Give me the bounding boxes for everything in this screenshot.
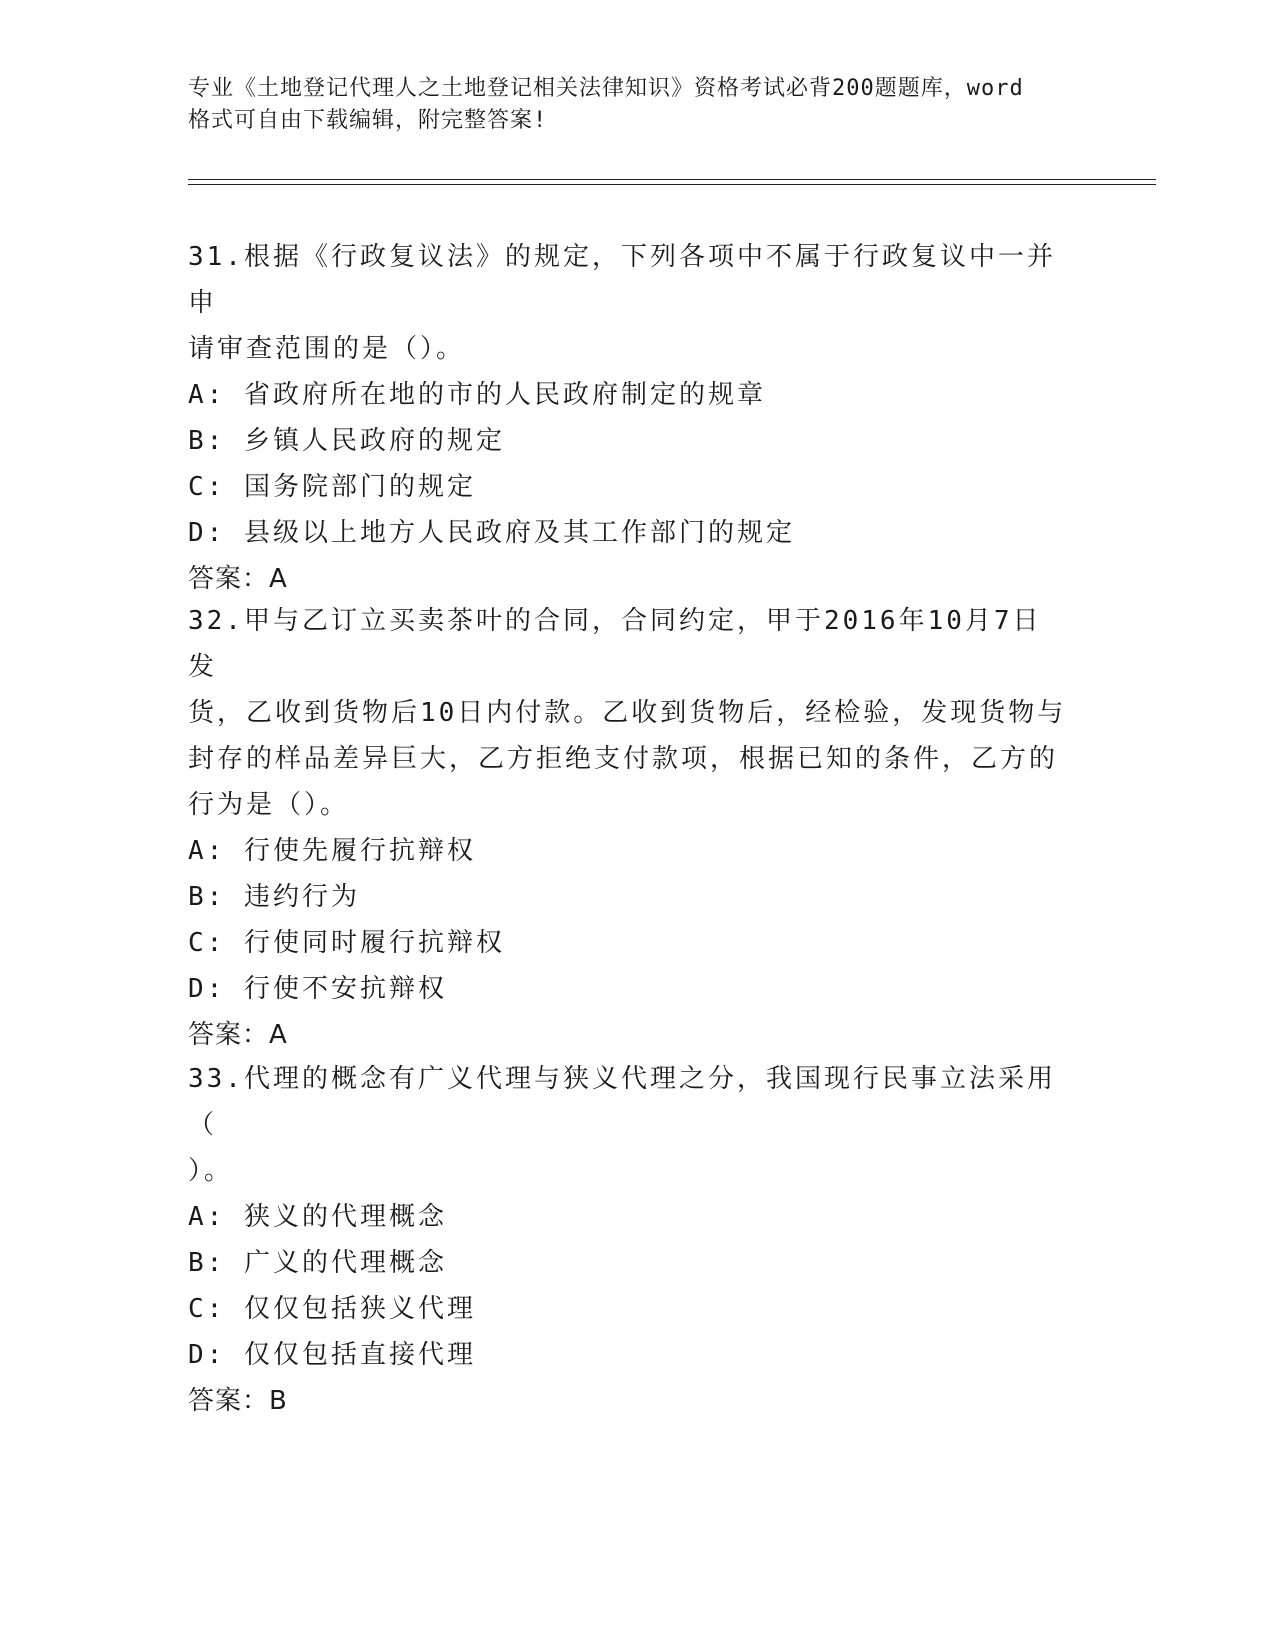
- question-stem-line: 请审查范围的是（）。: [188, 334, 466, 364]
- question-stem-line: 封存的样品差异巨大，乙方拒绝支付款项，根据已知的条件，乙方的: [188, 744, 1059, 774]
- option-a: A: 狭义的代理概念: [188, 1202, 447, 1232]
- option-d: D: 行使不安抗辩权: [188, 974, 447, 1004]
- header-line-1: 专业《土地登记代理人之土地登记相关法律知识》资格考试必背200题题库，word: [188, 76, 1024, 101]
- option-c: C: 国务院部门的规定: [188, 472, 476, 502]
- question-stem-line: 31.根据《行政复议法》的规定，下列各项中不属于行政复议中一并申: [188, 242, 1056, 318]
- option-a: A: 省政府所在地的市的人民政府制定的规章: [188, 380, 766, 410]
- question-32: [188, 598, 1068, 1058]
- option-c: C: 仅仅包括狭义代理: [188, 1294, 476, 1324]
- option-b: B: 广义的代理概念: [188, 1248, 447, 1278]
- question-stem-line: 33.代理的概念有广义代理与狭义代理之分，我国现行民事立法采用（: [188, 1064, 1056, 1140]
- document-header: [188, 73, 1088, 137]
- question-33: [188, 1056, 1068, 1424]
- question-stem-line: 货，乙收到货物后10日内付款。乙收到货物后，经检验，发现货物与: [188, 698, 1067, 728]
- option-b: B: 违约行为: [188, 882, 360, 912]
- option-d: D: 县级以上地方人民政府及其工作部门的规定: [188, 518, 795, 548]
- question-stem-line: 32.甲与乙订立买卖茶叶的合同，合同约定，甲于2016年10月7日发: [188, 606, 1042, 682]
- header-line-2: 格式可自由下载编辑，附完整答案!: [188, 108, 548, 133]
- option-a: A: 行使先履行抗辩权: [188, 836, 476, 866]
- option-c: C: 行使同时履行抗辩权: [188, 928, 505, 958]
- answer-line: 答案：A: [188, 564, 288, 594]
- question-31: [188, 234, 1068, 602]
- question-stem-line: ）。: [188, 1156, 234, 1186]
- answer-line: 答案：B: [188, 1386, 288, 1416]
- header-divider-top: [188, 179, 1156, 180]
- option-b: B: 乡镇人民政府的规定: [188, 426, 505, 456]
- option-d: D: 仅仅包括直接代理: [188, 1340, 476, 1370]
- header-divider-bottom: [188, 184, 1156, 185]
- question-stem-line: 行为是（）。: [188, 790, 350, 820]
- answer-line: 答案：A: [188, 1020, 288, 1050]
